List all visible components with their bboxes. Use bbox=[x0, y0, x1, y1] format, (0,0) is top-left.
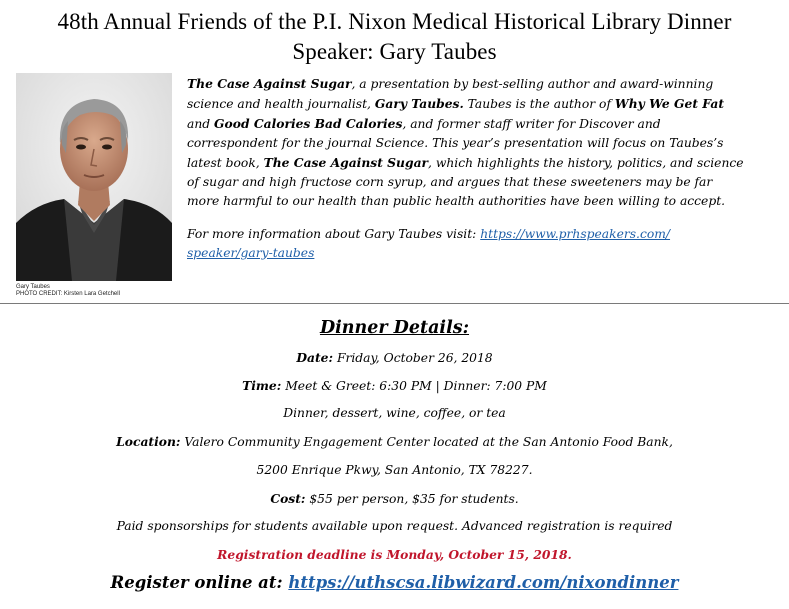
info-line: For more information about Gary Taubes visit: https://www.prhspeakers.com/ bbox=[187, 227, 671, 241]
desc-line: latest book, The Case Against Sugar, which highlights the history, politics, and science bbox=[187, 155, 744, 170]
desc-line: more harmful to our health than public health authorities have been willing to accept. bbox=[187, 194, 726, 208]
speaker-heading: Speaker: Gary Taubes bbox=[292, 39, 497, 64]
desc-line: The Case Against Sugar, a presentation by best-selling author and award-winning bbox=[187, 76, 714, 91]
cost-row: Cost: $55 per person, $35 for students. bbox=[270, 491, 519, 506]
speaker-photo bbox=[16, 73, 172, 281]
speaker-portrait-image bbox=[16, 73, 172, 281]
location-row: Location: Valero Community Engagement Center located at the San Antonio Food Bank, bbox=[116, 434, 673, 449]
photo-caption bbox=[16, 284, 186, 298]
registration-deadline: Registration deadline is Monday, October 15, 2018. bbox=[217, 547, 572, 562]
info-line bbox=[187, 244, 777, 263]
sponsorship-row: Paid sponsorships for students available upon request. Advanced registration is required bbox=[116, 519, 673, 533]
book-title: Good Calories Bad Calories bbox=[214, 116, 403, 131]
desc-line: of sugar and high fructose corn syrup, and argues that these sweeteners may be far bbox=[187, 175, 713, 189]
register-link[interactable]: https://uthscsa.libwizard.com/nixondinner bbox=[288, 573, 679, 592]
caption-name: Gary Taubes bbox=[16, 284, 50, 290]
section-divider bbox=[0, 303, 789, 304]
book-title: The Case Against Sugar bbox=[187, 76, 352, 91]
caption-credit: PHOTO CREDIT: Kirsten Lara Getchell bbox=[16, 291, 120, 297]
menu-row: Dinner, dessert, wine, coffee, or tea bbox=[283, 406, 506, 420]
desc-line: and Good Calories Bad Calories, and former staff writer for Discover and bbox=[187, 116, 661, 131]
details-heading: Dinner Details: bbox=[319, 318, 470, 338]
time-row: Time: Meet & Greet: 6:30 PM | Dinner: 7:00 PM bbox=[242, 378, 547, 393]
desc-line: science and health journalist, Gary Taubes. Taubes is the author of Why We Get Fat bbox=[187, 96, 725, 111]
desc-line: correspondent for the journal Science. This year’s presentation will focus on Taubes’s bbox=[187, 136, 724, 150]
book-title: Why We Get Fat bbox=[614, 96, 725, 111]
address-row: 5200 Enrique Pkwy, San Antonio, TX 78227. bbox=[256, 463, 533, 477]
event-title: 48th Annual Friends of the P.I. Nixon Medical Historical Library Dinner bbox=[57, 9, 732, 34]
book-title: The Case Against Sugar bbox=[263, 155, 429, 170]
register-row: Register online at: https://uthscsa.libwizard.com/nixondinner bbox=[110, 573, 679, 592]
speaker-page-link[interactable]: https://www.prhspeakers.com/ bbox=[480, 227, 671, 241]
speaker-page-link-continued[interactable]: speaker/gary-taubes bbox=[187, 246, 315, 260]
more-info bbox=[187, 225, 777, 263]
presentation-description bbox=[187, 74, 777, 211]
author-name: Gary Taubes. bbox=[374, 96, 464, 111]
date-row: Date: Friday, October 26, 2018 bbox=[296, 350, 493, 365]
